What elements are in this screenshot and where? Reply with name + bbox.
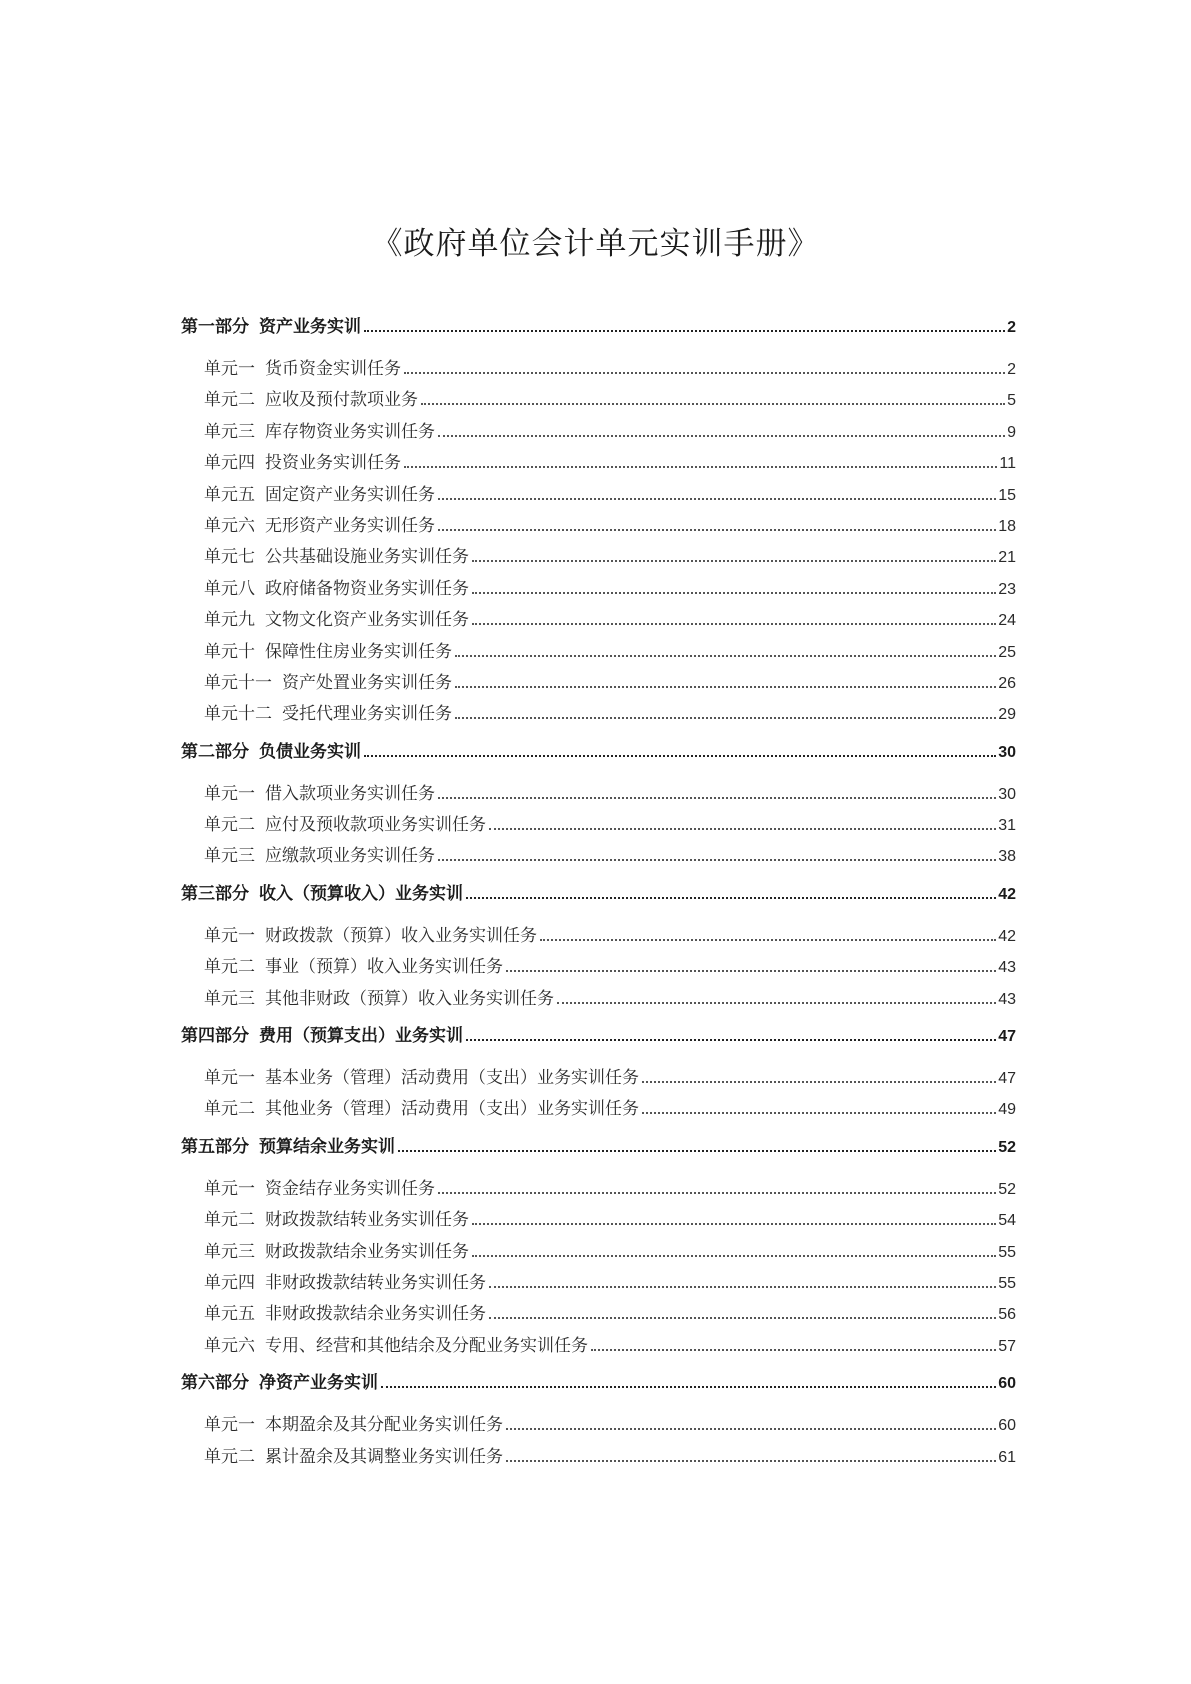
toc-unit-label [204,385,418,410]
toc-page-number: 21 [998,549,1016,567]
dot-leader [489,1317,996,1319]
toc-page-number: 23 [998,580,1016,598]
toc-unit-label [204,921,537,946]
toc-unit-entry[interactable] [181,354,1016,385]
dot-leader [438,435,1005,437]
toc-unit-label [204,1205,469,1230]
toc-unit-number: 单元十二 [204,704,272,725]
dot-leader [506,970,996,972]
toc-unit-entry[interactable] [181,1205,1016,1236]
toc-unit-label [204,841,435,866]
toc-unit-entry[interactable] [181,1268,1016,1299]
toc-part-entry[interactable] [181,312,1016,342]
dot-leader [438,1192,996,1194]
toc-page-number: 26 [998,674,1016,692]
toc-page-number: 2 [1007,361,1016,378]
toc-part-title: 预算结余业务实训 [259,1136,395,1157]
toc-unit-entry[interactable] [181,448,1016,479]
toc-part-label [181,1021,463,1046]
toc-unit-title: 政府储备物资业务实训任务 [265,578,469,599]
toc-unit-number: 单元一 [204,359,255,379]
dot-leader [398,1150,996,1152]
toc-unit-label [204,574,469,599]
toc-unit-label [204,542,469,567]
toc-unit-number: 单元三 [204,1241,255,1262]
toc-part-number: 第四部分 [181,1026,249,1047]
toc-part-title: 收入（预算收入）业务实训 [259,883,463,904]
toc-unit-number: 单元一 [204,925,255,946]
toc-unit-number: 单元二 [204,1210,255,1231]
toc-part-entry[interactable] [181,737,1016,767]
toc-part-number: 第一部分 [181,317,249,337]
toc-unit-label [204,511,435,536]
toc-unit-label [204,779,435,804]
toc-unit-title: 应收及预付款项业务 [265,390,418,411]
toc-unit-label [204,480,435,505]
dot-leader [557,1002,996,1004]
toc-unit-label [204,1268,486,1293]
dot-leader [364,755,996,757]
toc-unit-number: 单元五 [204,1304,255,1325]
toc-page-number: 52 [998,1180,1016,1198]
toc-unit-entry[interactable] [181,952,1016,983]
toc-unit-entry[interactable] [181,668,1016,699]
toc-unit-number: 单元五 [204,484,255,505]
toc-unit-title: 事业（预算）收入业务实训任务 [265,957,503,978]
toc-unit-label [204,699,452,724]
toc-unit-number: 单元三 [204,846,255,867]
toc-page-number: 25 [998,643,1016,661]
toc-unit-entry[interactable] [181,1442,1016,1473]
toc-unit-entry[interactable] [181,385,1016,416]
dot-leader [438,797,996,799]
toc-unit-title: 财政拨款结余业务实训任务 [265,1241,469,1262]
toc-page-number: 15 [998,486,1016,504]
toc-page-number: 30 [998,785,1016,803]
toc-unit-entry[interactable] [181,810,1016,841]
dot-leader [404,466,997,468]
toc-page-number: 52 [998,1138,1016,1156]
toc-unit-number: 单元六 [204,515,255,536]
toc-unit-title: 本期盈余及其分配业务实训任务 [265,1415,503,1436]
toc-unit-number: 单元十一 [204,672,272,693]
dot-leader [472,592,996,594]
toc-unit-title: 其他业务（管理）活动费用（支出）业务实训任务 [265,1099,639,1120]
toc-unit-title: 公共基础设施业务实训任务 [265,547,469,568]
toc-unit-entry[interactable] [181,480,1016,511]
dot-leader [466,1039,996,1041]
toc-part-title: 资产业务实训 [259,317,361,337]
toc-unit-title: 其他非财政（预算）收入业务实训任务 [265,988,554,1009]
toc-unit-title: 专用、经营和其他结余及分配业务实训任务 [265,1335,588,1356]
toc-part-title: 费用（预算支出）业务实训 [259,1026,463,1047]
toc-unit-entry[interactable] [181,841,1016,872]
toc-unit-label [204,448,401,473]
dot-leader [506,1428,996,1430]
toc-unit-number: 单元二 [204,815,255,836]
toc-page-number: 11 [999,455,1016,473]
toc-unit-title: 非财政拨款结余业务实训任务 [265,1304,486,1325]
toc-unit-number: 单元二 [204,390,255,411]
dot-leader [472,1255,996,1257]
toc-unit-title: 财政拨款（预算）收入业务实训任务 [265,925,537,946]
dot-leader [489,1286,996,1288]
dot-leader [506,1460,996,1462]
toc-unit-title: 财政拨款结转业务实训任务 [265,1210,469,1231]
toc-unit-label [204,952,503,977]
toc-unit-number: 单元八 [204,578,255,599]
toc-unit-number: 单元十 [204,641,255,662]
toc-part-entry[interactable] [181,1021,1016,1051]
toc-page-number: 29 [998,706,1016,724]
dot-leader [466,897,996,899]
toc-unit-title: 文物文化资产业务实训任务 [265,610,469,631]
toc-page-number: 42 [998,885,1016,903]
toc-part-number: 第六部分 [181,1373,249,1394]
toc-unit-label [204,668,452,693]
dot-leader [421,403,1005,405]
toc-unit-label [204,1299,486,1324]
toc-unit-label [204,417,435,442]
toc-unit-title: 固定资产业务实训任务 [265,484,435,505]
dot-leader [642,1081,996,1083]
toc-part-label [181,879,463,904]
toc-part-number: 第二部分 [181,741,249,762]
dot-leader [438,498,996,500]
toc-unit-title: 货币资金实训任务 [265,359,401,379]
toc-unit-entry[interactable] [181,1410,1016,1441]
toc-unit-label [204,810,486,835]
toc-unit-title: 投资业务实训任务 [265,453,401,474]
toc-unit-entry[interactable] [181,1331,1016,1362]
toc-unit-number: 单元二 [204,957,255,978]
toc-unit-number: 单元一 [204,1068,255,1089]
toc-unit-entry[interactable] [181,921,1016,952]
document-title: 《政府单位会计单元实训手册》 [371,226,820,262]
toc-unit-entry[interactable] [181,779,1016,810]
toc-unit-number: 单元一 [204,783,255,804]
toc-unit-label [204,1442,503,1467]
toc-unit-title: 保障性住房业务实训任务 [265,641,452,662]
toc-part-label [181,737,361,762]
toc-page-number: 54 [998,1212,1016,1230]
toc-unit-label [204,1410,503,1435]
toc-unit-label [204,1237,469,1262]
toc-unit-number: 单元六 [204,1335,255,1356]
toc-part-title: 净资产业务实训 [259,1373,378,1394]
toc-unit-number: 单元四 [204,1272,255,1293]
toc-unit-title: 累计盈余及其调整业务实训任务 [265,1446,503,1467]
toc-unit-number: 单元二 [204,1099,255,1120]
toc-unit-label [204,1174,435,1199]
dot-leader [404,372,1005,374]
toc-unit-title: 资金结存业务实训任务 [265,1178,435,1199]
toc-page-number: 18 [998,517,1016,535]
toc-page-number: 5 [1007,392,1016,410]
table-of-contents [181,312,1016,1473]
toc-unit-entry[interactable] [181,1063,1016,1094]
toc-unit-entry[interactable] [181,1237,1016,1268]
toc-page-number: 49 [998,1101,1016,1119]
toc-part-title: 负债业务实训 [259,741,361,762]
dot-leader [472,560,996,562]
toc-unit-number: 单元三 [204,421,255,442]
toc-unit-entry[interactable] [181,637,1016,668]
toc-unit-number: 单元三 [204,988,255,1009]
toc-part-label [181,1368,378,1393]
toc-page-number: 30 [998,743,1016,761]
toc-unit-title: 无形资产业务实训任务 [265,515,435,536]
toc-unit-title: 基本业务（管理）活动费用（支出）业务实训任务 [265,1068,639,1089]
toc-page-number: 9 [1007,423,1016,441]
toc-unit-entry[interactable] [181,605,1016,636]
toc-unit-entry[interactable] [181,1174,1016,1205]
toc-unit-entry[interactable] [181,574,1016,605]
toc-page-number: 43 [998,959,1016,977]
dot-leader [381,1386,996,1388]
toc-page-number: 47 [998,1028,1016,1046]
toc-unit-number: 单元七 [204,547,255,568]
toc-page-number: 47 [998,1070,1016,1088]
toc-unit-entry[interactable] [181,699,1016,730]
toc-unit-label [204,354,401,379]
dot-leader [642,1112,996,1114]
toc-page-number: 42 [998,927,1016,945]
toc-unit-number: 单元二 [204,1446,255,1467]
toc-page-number: 38 [998,848,1016,866]
toc-page-number: 57 [998,1337,1016,1355]
toc-unit-title: 受托代理业务实训任务 [282,704,452,725]
toc-part-label [181,1132,395,1157]
toc-unit-number: 单元一 [204,1178,255,1199]
toc-page-number: 61 [998,1448,1016,1466]
dot-leader [438,859,996,861]
dot-leader [591,1349,996,1351]
toc-unit-label [204,1331,588,1356]
dot-leader [540,939,996,941]
toc-page-number: 2 [1007,319,1016,336]
toc-part-entry[interactable] [181,879,1016,909]
dot-leader [489,828,996,830]
dot-leader [455,717,996,719]
toc-page-number: 55 [998,1243,1016,1261]
dot-leader [455,655,996,657]
toc-part-label [181,312,361,337]
toc-page-number: 31 [998,817,1016,835]
toc-unit-label [204,605,469,630]
dot-leader [472,623,996,625]
toc-unit-label [204,1094,639,1119]
toc-part-number: 第五部分 [181,1136,249,1157]
dot-leader [364,330,1005,332]
toc-part-entry[interactable] [181,1368,1016,1398]
toc-part-entry[interactable] [181,1132,1016,1162]
toc-unit-title: 应缴款项业务实训任务 [265,846,435,867]
toc-page-number: 55 [998,1274,1016,1292]
toc-unit-label [204,1063,639,1088]
toc-unit-title: 应付及预收款项业务实训任务 [265,815,486,836]
toc-unit-number: 单元一 [204,1415,255,1436]
toc-unit-number: 单元九 [204,610,255,631]
toc-unit-entry[interactable] [181,542,1016,573]
toc-part-number: 第三部分 [181,883,249,904]
dot-leader [438,529,996,531]
dot-leader [472,1223,996,1225]
toc-unit-entry[interactable] [181,417,1016,448]
dot-leader [455,686,996,688]
toc-unit-title: 借入款项业务实训任务 [265,783,435,804]
toc-unit-title: 资产处置业务实训任务 [282,672,452,693]
toc-unit-entry[interactable] [181,984,1016,1015]
toc-page-number: 56 [998,1306,1016,1324]
toc-unit-entry[interactable] [181,1094,1016,1125]
toc-unit-entry[interactable] [181,1299,1016,1330]
toc-page-number: 60 [998,1375,1016,1393]
toc-unit-label [204,637,452,662]
toc-page-number: 60 [998,1417,1016,1435]
toc-page-number: 43 [998,990,1016,1008]
toc-unit-entry[interactable] [181,511,1016,542]
toc-unit-number: 单元四 [204,453,255,474]
toc-page-number: 24 [998,612,1016,630]
toc-unit-title: 库存物资业务实训任务 [265,421,435,442]
toc-unit-label [204,984,554,1009]
toc-unit-title: 非财政拨款结转业务实训任务 [265,1272,486,1293]
